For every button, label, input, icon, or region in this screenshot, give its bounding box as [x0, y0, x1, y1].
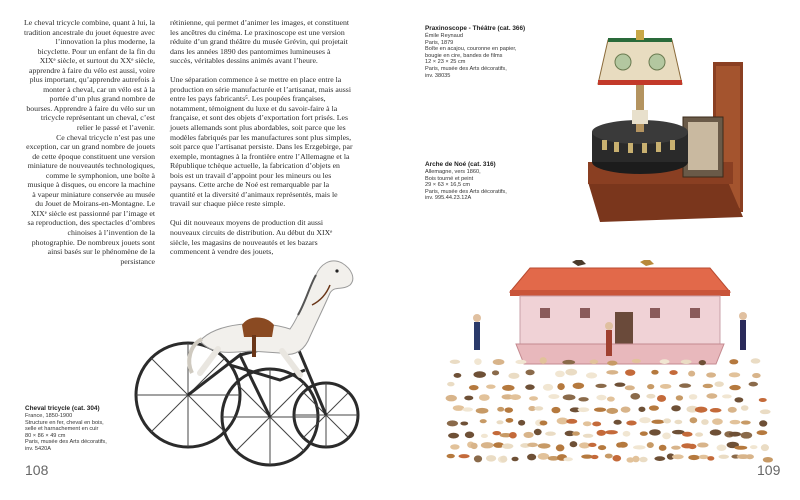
toy-animal	[465, 432, 474, 439]
caption-line: Émile Reynaud	[425, 33, 463, 39]
toy-animal	[630, 393, 640, 400]
toy-animal	[710, 408, 722, 413]
toy-animal	[710, 429, 722, 435]
toy-animal	[663, 418, 671, 423]
toy-animal	[540, 421, 548, 426]
caption-line: selle et harnachement en cuir	[25, 426, 99, 433]
toy-animal	[508, 373, 519, 379]
toy-animal	[689, 394, 697, 400]
toy-animal	[446, 395, 457, 402]
toy-animal	[676, 395, 683, 400]
toy-animal	[706, 393, 717, 398]
toy-animal	[621, 406, 631, 412]
toy-animal	[480, 419, 487, 423]
toy-animal	[699, 360, 706, 365]
toy-animal	[712, 418, 723, 425]
toy-animal	[746, 454, 754, 459]
page-number-left: 108	[25, 462, 49, 478]
toy-animal	[591, 455, 599, 459]
caption-line: inv. 38035	[425, 72, 451, 79]
toy-animal	[607, 396, 615, 401]
toy-animal	[450, 444, 459, 449]
toy-animal	[699, 455, 709, 459]
caption-line: 29 × 63 × 16,5 cm	[425, 182, 471, 189]
caption-line: inv. 5420A	[25, 445, 52, 452]
toy-animal	[492, 370, 499, 375]
toy-animal	[515, 360, 526, 364]
toy-animal	[583, 421, 591, 426]
caption-praxinoscope	[425, 25, 565, 79]
toy-animal	[592, 421, 601, 426]
toy-animal	[703, 384, 713, 388]
toy-animal	[454, 373, 462, 378]
paragraph: Qui dit nouveaux moyens de production dit aussi nouveaux circuits de distribution. Au début du XIXᵉ siècle, les magasins de nouveautés et les bazars commencent à vendre des jouets,	[170, 218, 333, 257]
toy-animal	[518, 420, 525, 426]
toy-animal	[527, 454, 536, 461]
toy-animal	[502, 385, 514, 391]
toy-animal	[525, 369, 534, 375]
toy-animal	[474, 455, 482, 462]
toy-animal	[469, 385, 479, 390]
toy-animal	[625, 369, 635, 375]
toy-animal	[479, 394, 490, 401]
toy-animal	[492, 431, 501, 435]
toy-animal	[540, 357, 547, 364]
toy-animal	[458, 454, 469, 458]
toy-animal	[647, 442, 654, 448]
toy-animal	[590, 360, 599, 365]
caption-title: Arche de Noé (cat. 316)	[425, 161, 496, 168]
toy-animal	[697, 443, 709, 448]
toy-animal	[563, 457, 573, 461]
page-number-right: 109	[757, 462, 781, 478]
toy-animal	[565, 369, 577, 376]
toy-animal	[674, 420, 682, 425]
toy-animal	[543, 384, 553, 391]
toy-animal	[639, 457, 647, 463]
toy-animal	[563, 394, 576, 400]
caption-line: Boîte en acajou, couronne en papier,	[425, 46, 517, 53]
toy-animal	[671, 405, 681, 411]
toy-animal	[759, 398, 767, 402]
toy-animal	[688, 455, 700, 460]
toy-animal	[556, 444, 565, 451]
toy-animal	[605, 430, 618, 434]
toy-animal	[707, 456, 714, 461]
toy-animal	[688, 444, 696, 449]
toy-animal	[646, 394, 655, 399]
toy-animal	[626, 421, 636, 426]
caption-line: Paris, musée des Arts décoratifs,	[425, 65, 507, 72]
toy-animal	[523, 432, 533, 438]
toy-animal	[695, 407, 707, 413]
toy-animal	[614, 382, 625, 386]
toy-animal	[751, 358, 761, 363]
toy-animal	[688, 371, 695, 377]
caption-line: Paris, 1879	[425, 39, 454, 46]
toy-animal	[493, 359, 505, 365]
toy-animal	[502, 443, 514, 448]
toy-animal	[510, 394, 521, 400]
toy-animal	[649, 429, 661, 435]
toy-animal	[761, 444, 769, 451]
tricycle-photo	[130, 245, 370, 480]
toy-animal	[588, 443, 596, 447]
paragraph: Le cheval tricycle combine, quant à lui, la tradition ancestrale du jouet équestre avec l’innovation la plus moderne, la bicyclette. Pour un enfant de la fin du XIXᵉ siècle, et surtout du XXᵉ siècle, apprendre à faire du vélo est aussi, voire plus important, qu’apprendre autrefois à monter à cheval, car un vélo est à la portée d’un plus grand nombre de bourses. Apprendre à faire du vélo sur un tricycle représentant un cheval, c’est relier le passé et l’avenir.	[24, 18, 155, 133]
toy-animal	[741, 420, 751, 424]
toy-animal	[662, 432, 671, 439]
toy-animal	[595, 384, 606, 388]
toy-animal	[570, 441, 578, 447]
toy-animal	[729, 359, 738, 364]
toy-animal	[701, 419, 709, 425]
toy-animal	[623, 431, 631, 437]
toy-animal	[476, 408, 489, 414]
toy-animal	[729, 372, 740, 377]
toy-animal	[638, 407, 645, 412]
toy-animal	[654, 456, 665, 461]
toy-animal	[660, 384, 671, 389]
toy-animal	[500, 456, 507, 463]
toy-animal	[481, 434, 488, 438]
caption-title: Praxinoscope - Théâtre (cat. 366)	[425, 25, 526, 32]
toy-animal	[496, 420, 503, 424]
caption-line: Bois tourné et peint	[425, 175, 474, 182]
caption-ark	[425, 161, 565, 202]
toy-animal	[682, 432, 692, 437]
toy-animal	[509, 432, 517, 439]
toy-animal	[527, 443, 538, 447]
toy-animal	[729, 385, 740, 390]
toy-animal	[583, 434, 594, 438]
toy-animal	[471, 443, 478, 449]
toy-animal	[572, 431, 580, 435]
caption-title: Cheval tricycle (cat. 304)	[25, 405, 100, 412]
toy-animal	[529, 396, 538, 400]
toy-animal	[672, 454, 684, 459]
caption-line: Paris, musée des Arts décoratifs,	[25, 439, 107, 446]
toy-animal	[607, 361, 617, 366]
toy-animal	[557, 383, 564, 390]
toy-animal	[722, 394, 732, 398]
toy-animal	[728, 407, 737, 413]
toy-animal	[486, 455, 496, 462]
toy-animal	[690, 417, 698, 423]
toy-animal	[447, 454, 455, 458]
toy-animal	[659, 445, 667, 451]
toy-animal	[718, 455, 729, 459]
toy-animal	[453, 405, 465, 411]
toy-animal	[573, 383, 585, 389]
toy-animal	[651, 370, 658, 375]
caption-line: France, 1850-1900	[25, 413, 73, 419]
toy-animal	[679, 383, 691, 388]
ark-animals	[446, 357, 773, 463]
toy-animal	[596, 395, 606, 401]
toy-animal	[538, 443, 551, 448]
toy-animal	[578, 397, 588, 401]
toy-animal	[640, 431, 648, 436]
toy-animal	[447, 420, 458, 426]
toy-animal	[649, 405, 659, 410]
toy-animal	[586, 372, 597, 378]
toy-animal	[657, 395, 666, 402]
toy-animal	[647, 384, 654, 389]
toy-animal	[681, 360, 692, 364]
toy-animal	[462, 407, 473, 411]
paragraph: Une séparation commence à se mettre en place entre la production en série manufacturée et l’artisanat, mais aussi entre les pays fabricants⁵. Les poupées françaises, notamment, témoignent du luxe et du savoir-faire à la française, et sont des objets d’exportation fort prisés. Les jouets allemands sont plus abordables, soit parce que les modèles fabriqués par les manufactures sont plus simples, soit parce que l’artisanat persiste. Dans les Erzgebirge, par exemple, montagnes à la frontière entre l’Allemagne et la République tchèque actuelle, la fabrication d’objets en bois est un travail d’appoint pour les mineurs ou les paysans. Cette arche de Noé est remarquable par la quantité et la diversité d’animaux représentés, mais le travail sur chaque pièce reste simple.	[170, 75, 353, 209]
toy-animal	[534, 429, 542, 435]
caption-line: inv. 995.44.23.12A	[425, 195, 472, 202]
toy-animal	[760, 409, 771, 414]
text-column-2	[170, 18, 353, 257]
toy-animal	[598, 445, 606, 450]
caption-line: Structure en fer, cheval en bois,	[25, 419, 104, 426]
caption-line: bougie en cire, bandes de films	[425, 52, 503, 59]
toy-animal	[729, 432, 741, 437]
caption-tricycle	[25, 405, 125, 453]
toy-animal	[612, 455, 621, 461]
toy-animal	[460, 421, 468, 425]
toy-animal	[464, 396, 473, 401]
toy-animal	[481, 442, 494, 448]
toy-animal	[486, 384, 496, 388]
toy-animal	[714, 381, 723, 387]
toy-animal	[545, 432, 556, 436]
toy-animal	[474, 358, 481, 365]
toy-animal	[750, 445, 757, 449]
toy-animal	[555, 371, 565, 378]
toy-animal	[534, 406, 543, 410]
toy-animal	[552, 407, 561, 413]
toy-animal	[447, 382, 454, 387]
noahs-ark-photo	[440, 260, 780, 470]
caption-line: 80 × 86 × 49 cm	[25, 432, 66, 439]
toy-animal	[497, 407, 504, 412]
toy-animal	[752, 373, 761, 378]
toy-animal	[511, 457, 518, 462]
toy-animal	[632, 359, 641, 363]
toy-animal	[734, 397, 743, 402]
toy-animal	[639, 417, 650, 423]
toy-animal	[695, 432, 703, 436]
toy-animal	[450, 360, 460, 364]
toy-animal	[473, 371, 486, 378]
toy-animal	[504, 407, 513, 412]
toy-animal	[671, 446, 681, 450]
toy-animal	[605, 454, 613, 459]
toy-animal	[734, 446, 747, 450]
toy-animal	[759, 420, 767, 426]
toy-animal	[578, 407, 590, 412]
toy-animal	[757, 430, 768, 435]
toy-animal	[566, 419, 577, 424]
caption-line: 12 × 23 × 25 cm	[425, 59, 466, 66]
toy-animal	[632, 456, 639, 463]
toy-animal	[538, 453, 549, 460]
toy-animal	[633, 445, 646, 449]
toy-animal	[741, 432, 753, 439]
toy-animal	[741, 405, 749, 411]
toy-animal	[660, 359, 670, 364]
toy-animal	[651, 420, 664, 424]
toy-animal	[448, 433, 459, 439]
toy-animal	[625, 385, 635, 390]
paragraph: rétinienne, qui permet d’animer les images, et constituent les ancêtres du cinéma. Le praxinoscope est une version réduite d’un grand théâtre du musée Grévin, qui projetait dans les années 1890 des pantomimes lumineuses à succès, véritables dessins animés avant l’heure.	[170, 18, 350, 66]
toy-animal	[594, 408, 606, 412]
toy-animal	[706, 372, 716, 377]
praxinoscope-photo	[578, 22, 758, 232]
caption-line: Paris, musée des Arts décoratifs,	[425, 188, 507, 195]
toy-animal	[749, 382, 758, 387]
toy-animal	[606, 408, 618, 414]
toy-animal	[548, 394, 559, 399]
toy-animal	[525, 384, 534, 389]
toy-animal	[506, 418, 514, 423]
caption-line: Allemagne, vers 1860,	[425, 169, 481, 175]
toy-animal	[613, 420, 621, 425]
toy-animal	[597, 430, 606, 436]
toy-animal	[606, 370, 618, 375]
toy-animal	[730, 420, 741, 424]
text-column-1	[24, 18, 155, 266]
toy-animal	[618, 442, 628, 448]
toy-animal	[717, 445, 727, 451]
toy-animal	[669, 370, 677, 375]
paragraph: Ce cheval tricycle n’est pas une exception, car un grand nombre de jouets de cette époque constituent une version miniature de nouveautés technologiques, comme le symphonion, une boîte à musique à disques, ou encore la machine à vapeur miniature conservée au musée du Jouet de Moirans-en-Montagne. Le XIXᵉ siècle est passionné par l’image et sa reproduction, des spectacles d’ombres chinoises à l’invention de la photographie. De nombreux jouets sont ainsi basés sur le phénomène de la persistance	[26, 132, 155, 266]
toy-animal	[562, 360, 575, 365]
